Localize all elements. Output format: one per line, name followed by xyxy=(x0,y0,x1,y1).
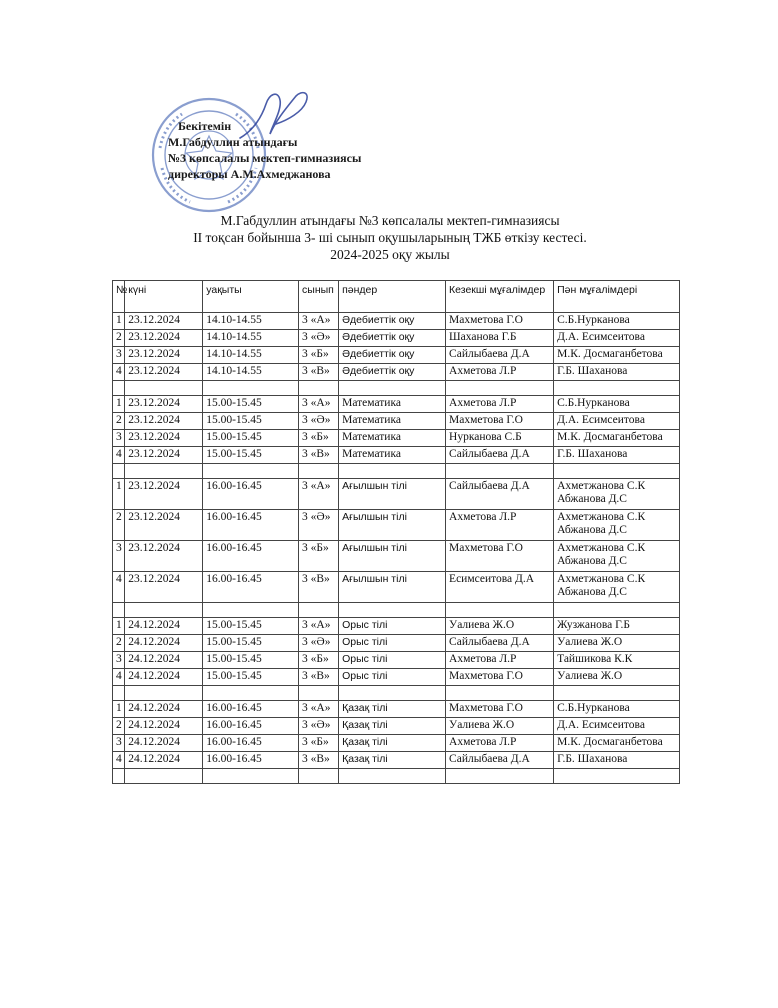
cell-subject: Математика xyxy=(339,396,446,413)
cell-class xyxy=(299,464,339,479)
cell-number xyxy=(113,769,125,784)
cell-duty-teacher: Нурканова С.Б xyxy=(446,430,554,447)
cell-date: 23.12.2024 xyxy=(125,313,203,330)
header-subject-teachers: Пән мұғалімдері xyxy=(554,281,680,313)
cell-time xyxy=(203,603,299,618)
cell-class: 3 «В» xyxy=(299,669,339,686)
cell-number: 3 xyxy=(113,652,125,669)
cell-number: 2 xyxy=(113,330,125,347)
cell-date: 24.12.2024 xyxy=(125,669,203,686)
cell-number: 4 xyxy=(113,572,125,603)
cell-time xyxy=(203,381,299,396)
cell-duty-teacher xyxy=(446,686,554,701)
cell-time: 14.10-14.55 xyxy=(203,330,299,347)
cell-class: 3 «Ә» xyxy=(299,413,339,430)
cell-time: 15.00-15.45 xyxy=(203,669,299,686)
table-row xyxy=(113,347,680,364)
cell-duty-teacher: Махметова Г.О xyxy=(446,669,554,686)
table-header-row xyxy=(113,281,680,313)
cell-date xyxy=(125,686,203,701)
cell-subject: Қазақ тілі xyxy=(339,718,446,735)
table-row xyxy=(113,669,680,686)
approval-line-4: директоры А.М.Ахмеджанова xyxy=(168,167,331,181)
cell-time: 16.00-16.45 xyxy=(203,479,299,510)
cell-time xyxy=(203,686,299,701)
cell-date xyxy=(125,769,203,784)
cell-time: 16.00-16.45 xyxy=(203,718,299,735)
cell-time: 15.00-15.45 xyxy=(203,396,299,413)
table-row xyxy=(113,430,680,447)
cell-class: 3 «Ә» xyxy=(299,635,339,652)
cell-number: 3 xyxy=(113,541,125,572)
table-row xyxy=(113,752,680,769)
cell-class xyxy=(299,686,339,701)
cell-number xyxy=(113,686,125,701)
table-row xyxy=(113,330,680,347)
cell-date xyxy=(125,464,203,479)
cell-class: 3 «В» xyxy=(299,572,339,603)
cell-date: 24.12.2024 xyxy=(125,735,203,752)
cell-class: 3 «Ә» xyxy=(299,510,339,541)
cell-duty-teacher: Махметова Г.О xyxy=(446,701,554,718)
cell-class: 3 «Ә» xyxy=(299,718,339,735)
cell-class xyxy=(299,381,339,396)
cell-date: 23.12.2024 xyxy=(125,510,203,541)
cell-subject: Математика xyxy=(339,413,446,430)
cell-class: 3 «А» xyxy=(299,313,339,330)
cell-subject: Қазақ тілі xyxy=(339,701,446,718)
header-class: сынып xyxy=(299,281,339,313)
cell-subject-teacher: Уалиева Ж.О xyxy=(554,669,680,686)
cell-class: 3 «А» xyxy=(299,396,339,413)
cell-subject: Орыс тілі xyxy=(339,669,446,686)
table-row xyxy=(113,572,680,603)
cell-number: 4 xyxy=(113,752,125,769)
table-spacer-row xyxy=(113,603,680,618)
cell-class: 3 «В» xyxy=(299,752,339,769)
table-row xyxy=(113,313,680,330)
cell-subject: Орыс тілі xyxy=(339,618,446,635)
cell-number: 1 xyxy=(113,701,125,718)
cell-subject: Қазақ тілі xyxy=(339,752,446,769)
cell-subject: Математика xyxy=(339,447,446,464)
header-number: № xyxy=(113,281,125,313)
cell-class: 3 «В» xyxy=(299,364,339,381)
cell-duty-teacher: Ахметова Л.Р xyxy=(446,396,554,413)
cell-time: 14.10-14.55 xyxy=(203,313,299,330)
cell-subject: Ағылшын тілі xyxy=(339,479,446,510)
cell-time: 15.00-15.45 xyxy=(203,430,299,447)
cell-date: 23.12.2024 xyxy=(125,479,203,510)
cell-number: 4 xyxy=(113,669,125,686)
approval-line-1: Бекітемін xyxy=(178,119,232,133)
cell-subject: Ағылшын тілі xyxy=(339,541,446,572)
cell-duty-teacher: Махметова Г.О xyxy=(446,413,554,430)
cell-subject-teacher xyxy=(554,464,680,479)
cell-number xyxy=(113,464,125,479)
cell-subject-teacher: М.К. Досмаганбетова xyxy=(554,347,680,364)
cell-number: 2 xyxy=(113,718,125,735)
cell-time: 15.00-15.45 xyxy=(203,635,299,652)
cell-number: 4 xyxy=(113,447,125,464)
cell-duty-teacher: Сайлыбаева Д.А xyxy=(446,479,554,510)
header-time: уақыты xyxy=(203,281,299,313)
cell-time: 16.00-16.45 xyxy=(203,735,299,752)
cell-date: 24.12.2024 xyxy=(125,701,203,718)
cell-duty-teacher: Ахметова Л.Р xyxy=(446,364,554,381)
table-row xyxy=(113,618,680,635)
cell-subject-teacher: М.К. Досмаганбетова xyxy=(554,735,680,752)
cell-time: 14.10-14.55 xyxy=(203,364,299,381)
cell-duty-teacher: Есимсеитова Д.А xyxy=(446,572,554,603)
cell-class: 3 «А» xyxy=(299,479,339,510)
cell-duty-teacher: Махметова Г.О xyxy=(446,541,554,572)
cell-subject: Әдебиеттік оқу xyxy=(339,347,446,364)
header-date: күні xyxy=(125,281,203,313)
cell-number: 2 xyxy=(113,413,125,430)
cell-number xyxy=(113,381,125,396)
cell-duty-teacher: Уалиева Ж.О xyxy=(446,718,554,735)
table-row xyxy=(113,718,680,735)
cell-subject-teacher: Д.А. Есимсеитова xyxy=(554,330,680,347)
cell-subject-teacher: С.Б.Нурканова xyxy=(554,701,680,718)
signature-icon xyxy=(236,86,316,146)
cell-class: 3 «Ә» xyxy=(299,330,339,347)
cell-subject: Қазақ тілі xyxy=(339,735,446,752)
cell-duty-teacher: Ахметова Л.Р xyxy=(446,735,554,752)
cell-subject-teacher: Г.Б. Шаханова xyxy=(554,447,680,464)
cell-time: 15.00-15.45 xyxy=(203,618,299,635)
cell-date: 24.12.2024 xyxy=(125,718,203,735)
cell-number: 3 xyxy=(113,735,125,752)
cell-duty-teacher: Шаханова Г.Б xyxy=(446,330,554,347)
cell-subject: Әдебиеттік оқу xyxy=(339,330,446,347)
cell-number: 3 xyxy=(113,430,125,447)
cell-subject-teacher: С.Б.Нурканова xyxy=(554,396,680,413)
cell-subject: Орыс тілі xyxy=(339,635,446,652)
cell-duty-teacher: Сайлыбаева Д.А xyxy=(446,635,554,652)
cell-class xyxy=(299,769,339,784)
cell-class xyxy=(299,603,339,618)
cell-date: 24.12.2024 xyxy=(125,618,203,635)
cell-class: 3 «Б» xyxy=(299,541,339,572)
cell-date: 23.12.2024 xyxy=(125,430,203,447)
cell-duty-teacher xyxy=(446,381,554,396)
cell-date xyxy=(125,381,203,396)
title-line-1: М.Габдуллин атындағы №3 көпсалалы мектеп-гимназиясы xyxy=(220,213,560,228)
cell-date: 23.12.2024 xyxy=(125,330,203,347)
cell-subject-teacher: М.К. Досмаганбетова xyxy=(554,430,680,447)
table-row xyxy=(113,479,680,510)
table-spacer-row xyxy=(113,464,680,479)
cell-time xyxy=(203,769,299,784)
cell-duty-teacher: Уалиева Ж.О xyxy=(446,618,554,635)
cell-subject xyxy=(339,464,446,479)
cell-date: 23.12.2024 xyxy=(125,572,203,603)
cell-number: 2 xyxy=(113,510,125,541)
table-row xyxy=(113,510,680,541)
cell-date: 24.12.2024 xyxy=(125,652,203,669)
title-line-2: ІІ тоқсан бойынша 3- ші сынып оқушыларының ТЖБ өткізу кестесі. xyxy=(193,230,587,245)
cell-number: 1 xyxy=(113,479,125,510)
cell-subject-teacher: Ахметжанова С.К Абжанова Д.С xyxy=(554,572,680,603)
schedule-table xyxy=(112,280,680,784)
cell-duty-teacher: Ахметова Л.Р xyxy=(446,652,554,669)
cell-time: 15.00-15.45 xyxy=(203,652,299,669)
cell-date: 24.12.2024 xyxy=(125,752,203,769)
cell-subject-teacher: Ахметжанова С.К Абжанова Д.С xyxy=(554,479,680,510)
cell-time: 16.00-16.45 xyxy=(203,541,299,572)
cell-duty-teacher: Сайлыбаева Д.А xyxy=(446,752,554,769)
cell-duty-teacher: Махметова Г.О xyxy=(446,313,554,330)
cell-time: 16.00-16.45 xyxy=(203,752,299,769)
cell-number: 4 xyxy=(113,364,125,381)
cell-subject-teacher: Тайшикова К.К xyxy=(554,652,680,669)
cell-number: 1 xyxy=(113,396,125,413)
cell-number: 2 xyxy=(113,635,125,652)
cell-class: 3 «Б» xyxy=(299,347,339,364)
cell-subject: Ағылшын тілі xyxy=(339,510,446,541)
cell-class: 3 «Б» xyxy=(299,735,339,752)
approval-line-3: №3 көпсалалы мектеп-гимназиясы xyxy=(168,151,362,165)
table-spacer-row xyxy=(113,769,680,784)
cell-duty-teacher: Сайлыбаева Д.А xyxy=(446,347,554,364)
table-row xyxy=(113,635,680,652)
cell-date: 23.12.2024 xyxy=(125,396,203,413)
cell-subject xyxy=(339,686,446,701)
table-spacer-row xyxy=(113,381,680,396)
cell-subject-teacher: Д.А. Есимсеитова xyxy=(554,413,680,430)
cell-subject-teacher: Г.Б. Шаханова xyxy=(554,752,680,769)
cell-duty-teacher: Сайлыбаева Д.А xyxy=(446,447,554,464)
title-line-3: 2024-2025 оқу жылы xyxy=(330,247,450,262)
cell-subject: Математика xyxy=(339,430,446,447)
table-row xyxy=(113,447,680,464)
cell-time: 15.00-15.45 xyxy=(203,413,299,430)
table-row xyxy=(113,701,680,718)
cell-time: 16.00-16.45 xyxy=(203,701,299,718)
cell-date: 24.12.2024 xyxy=(125,635,203,652)
cell-duty-teacher xyxy=(446,603,554,618)
cell-subject-teacher xyxy=(554,603,680,618)
cell-subject xyxy=(339,603,446,618)
cell-date: 23.12.2024 xyxy=(125,413,203,430)
cell-subject xyxy=(339,769,446,784)
cell-date: 23.12.2024 xyxy=(125,447,203,464)
cell-date: 23.12.2024 xyxy=(125,364,203,381)
approval-line-2: М.Габдуллин атындағы xyxy=(168,135,298,149)
cell-date: 23.12.2024 xyxy=(125,541,203,572)
cell-time: 16.00-16.45 xyxy=(203,510,299,541)
table-row xyxy=(113,652,680,669)
cell-date: 23.12.2024 xyxy=(125,347,203,364)
cell-time: 16.00-16.45 xyxy=(203,572,299,603)
cell-number: 1 xyxy=(113,618,125,635)
cell-subject-teacher: Д.А. Есимсеитова xyxy=(554,718,680,735)
cell-subject: Ағылшын тілі xyxy=(339,572,446,603)
cell-duty-teacher xyxy=(446,769,554,784)
cell-class: 3 «А» xyxy=(299,618,339,635)
cell-class: 3 «Б» xyxy=(299,652,339,669)
cell-number: 1 xyxy=(113,313,125,330)
cell-subject-teacher: Г.Б. Шаханова xyxy=(554,364,680,381)
cell-class: 3 «А» xyxy=(299,701,339,718)
table-spacer-row xyxy=(113,686,680,701)
cell-time: 15.00-15.45 xyxy=(203,447,299,464)
cell-subject-teacher: Уалиева Ж.О xyxy=(554,635,680,652)
cell-subject: Орыс тілі xyxy=(339,652,446,669)
cell-class: 3 «Б» xyxy=(299,430,339,447)
cell-time xyxy=(203,464,299,479)
cell-subject: Әдебиеттік оқу xyxy=(339,313,446,330)
table-row xyxy=(113,396,680,413)
cell-subject-teacher: Ахметжанова С.К Абжанова Д.С xyxy=(554,510,680,541)
header-subject: пәндер xyxy=(339,281,446,313)
schedule-body xyxy=(113,313,680,784)
table-row xyxy=(113,735,680,752)
cell-subject-teacher xyxy=(554,686,680,701)
table-row xyxy=(113,541,680,572)
table-row xyxy=(113,413,680,430)
cell-duty-teacher: Ахметова Л.Р xyxy=(446,510,554,541)
cell-number: 3 xyxy=(113,347,125,364)
cell-subject xyxy=(339,381,446,396)
cell-subject: Әдебиеттік оқу xyxy=(339,364,446,381)
cell-subject-teacher: С.Б.Нурканова xyxy=(554,313,680,330)
cell-duty-teacher xyxy=(446,464,554,479)
cell-subject-teacher: Ахметжанова С.К Абжанова Д.С xyxy=(554,541,680,572)
table-row xyxy=(113,364,680,381)
document-title xyxy=(110,212,670,263)
cell-class: 3 «В» xyxy=(299,447,339,464)
cell-date xyxy=(125,603,203,618)
header-duty-teachers: Кезекші мұғалімдер xyxy=(446,281,554,313)
cell-number xyxy=(113,603,125,618)
cell-subject-teacher xyxy=(554,769,680,784)
cell-time: 14.10-14.55 xyxy=(203,347,299,364)
cell-subject-teacher xyxy=(554,381,680,396)
cell-subject-teacher: Жузжанова Г.Б xyxy=(554,618,680,635)
